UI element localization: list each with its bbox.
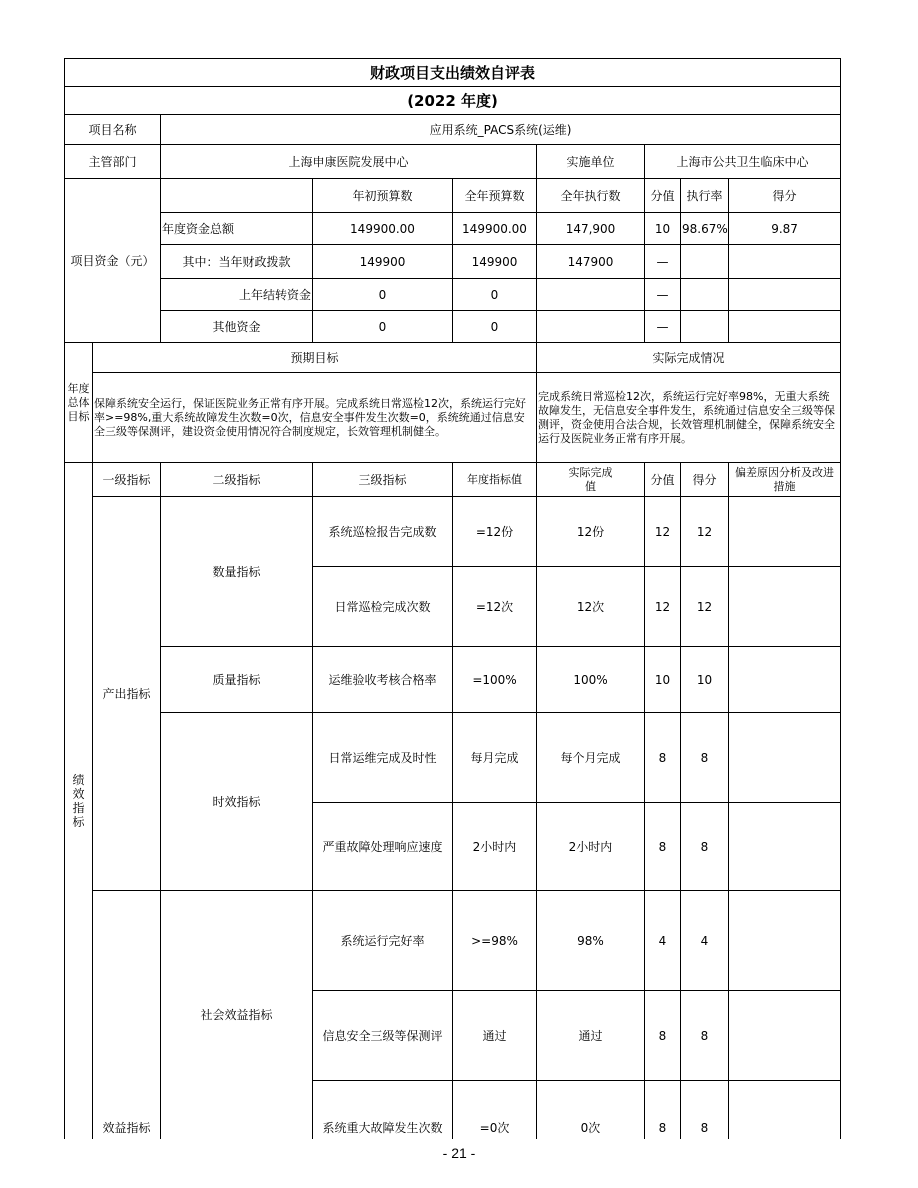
level2-social: 社会效益指标: [161, 891, 313, 1139]
project-name-label: 项目名称: [65, 115, 161, 145]
funds-cell: 10: [645, 213, 681, 245]
performance-table: [64, 58, 841, 1139]
indicator-header: 得分: [681, 463, 729, 497]
indicator-score: 8: [681, 1081, 729, 1139]
indicator-target: >=98%: [453, 891, 537, 991]
funds-cell: 147,900: [537, 213, 645, 245]
indicator-value: 8: [645, 1081, 681, 1139]
indicator-note: [729, 713, 841, 803]
level1-output: 产出指标: [93, 497, 161, 891]
table-title: 财政项目支出绩效自评表: [65, 59, 841, 87]
funds-cell: 0: [313, 279, 453, 311]
indicator-actual: 12份: [537, 497, 645, 567]
indicator-note: [729, 1081, 841, 1139]
indicator-note: [729, 497, 841, 567]
dept-label: 主管部门: [65, 145, 161, 179]
dept-value: 上海申康医院发展中心: [161, 145, 537, 179]
goals-label: 年度总体目标: [65, 343, 93, 463]
indicator-score: 8: [681, 991, 729, 1081]
indicator-name: 系统运行完好率: [313, 891, 453, 991]
funds-cell: 149900: [313, 245, 453, 279]
indicator-actual: 12次: [537, 567, 645, 647]
indicator-target: =12份: [453, 497, 537, 567]
funds-cell: 149900.00: [453, 213, 537, 245]
indicator-target: =12次: [453, 567, 537, 647]
indicator-name: 系统重大故障发生次数: [313, 1081, 453, 1139]
indicator-name: 严重故障处理响应速度: [313, 803, 453, 891]
indicator-header: 偏差原因分析及改进措施: [729, 463, 841, 497]
funds-row-name: 其中：当年财政拨款: [161, 245, 313, 279]
funds-row-name: 上年结转资金: [161, 279, 313, 311]
funds-cell: [729, 245, 841, 279]
funds-cell: [537, 279, 645, 311]
indicator-note: [729, 567, 841, 647]
funds-cell: [537, 311, 645, 343]
funds-cell: [681, 311, 729, 343]
indicator-value: 12: [645, 497, 681, 567]
indicator-name: 运维验收考核合格率: [313, 647, 453, 713]
indicator-actual: 100%: [537, 647, 645, 713]
indicator-header: 一级指标: [93, 463, 161, 497]
indicator-name: 系统巡检报告完成数: [313, 497, 453, 567]
table-year: (2022 年度): [65, 87, 841, 115]
funds-header-blank: [161, 179, 313, 213]
indicator-name: 日常巡检完成次数: [313, 567, 453, 647]
funds-cell: 98.67%: [681, 213, 729, 245]
funds-header: 得分: [729, 179, 841, 213]
indicator-actual: 98%: [537, 891, 645, 991]
funds-header: 全年执行数: [537, 179, 645, 213]
funds-cell: —: [645, 311, 681, 343]
indicator-target: 2小时内: [453, 803, 537, 891]
level2-timeliness: 时效指标: [161, 713, 313, 891]
funds-label: 项目资金（元）: [65, 179, 161, 343]
funds-cell: 149900.00: [313, 213, 453, 245]
funds-header: 执行率: [681, 179, 729, 213]
indicator-target: 每月完成: [453, 713, 537, 803]
indicator-score: 10: [681, 647, 729, 713]
funds-cell: —: [645, 245, 681, 279]
indicator-value: 4: [645, 891, 681, 991]
indicator-note: [729, 647, 841, 713]
funds-cell: [681, 245, 729, 279]
level1-benefit: 效益指标: [93, 891, 161, 1139]
indicator-value: 8: [645, 713, 681, 803]
level2-quality: 质量指标: [161, 647, 313, 713]
funds-cell: [681, 279, 729, 311]
goals-expected-text: 保障系统安全运行，保证医院业务正常有序开展。完成系统日常巡检12次，系统运行完好率>=98%,重大系统故障发生次数=0次，信息安全事件发生次数=0，系统统通过信息安全三级等保测评，建设资金使用情况符合制度规定，长效管理机制健全。: [93, 373, 537, 463]
goals-expected-label: 预期目标: [93, 343, 537, 373]
indicator-value: 8: [645, 991, 681, 1081]
indicator-target: =100%: [453, 647, 537, 713]
indicator-actual: 0次: [537, 1081, 645, 1139]
impl-unit-value: 上海市公共卫生临床中心: [645, 145, 841, 179]
indicator-name: 日常运维完成及时性: [313, 713, 453, 803]
funds-header: 分值: [645, 179, 681, 213]
indicator-score: 4: [681, 891, 729, 991]
indicator-target: =0次: [453, 1081, 537, 1139]
funds-cell: 149900: [453, 245, 537, 279]
goals-actual-label: 实际完成情况: [537, 343, 841, 373]
funds-row-name: 年度资金总额: [161, 213, 313, 245]
indicator-header: 分值: [645, 463, 681, 497]
indicator-header: 二级指标: [161, 463, 313, 497]
funds-cell: 9.87: [729, 213, 841, 245]
level2-quantity: 数量指标: [161, 497, 313, 647]
indicator-header: 年度指标值: [453, 463, 537, 497]
funds-cell: 0: [453, 279, 537, 311]
funds-row-name: 其他资金: [161, 311, 313, 343]
indicator-value: 10: [645, 647, 681, 713]
indicator-score: 12: [681, 567, 729, 647]
funds-cell: 0: [313, 311, 453, 343]
funds-cell: [729, 279, 841, 311]
impl-unit-label: 实施单位: [537, 145, 645, 179]
funds-cell: 0: [453, 311, 537, 343]
funds-header: 全年预算数: [453, 179, 537, 213]
indicator-actual: 每个月完成: [537, 713, 645, 803]
indicator-value: 12: [645, 567, 681, 647]
indicator-target: 通过: [453, 991, 537, 1081]
indicators-label: 绩效指标: [65, 463, 93, 1139]
indicator-note: [729, 991, 841, 1081]
indicator-header: 实际完成值: [537, 463, 645, 497]
indicator-score: 8: [681, 803, 729, 891]
indicator-score: 12: [681, 497, 729, 567]
funds-cell: —: [645, 279, 681, 311]
project-name: 应用系统_PACS系统(运维): [161, 115, 841, 145]
funds-cell: [729, 311, 841, 343]
page-number: - 21 -: [442, 1145, 476, 1161]
indicator-note: [729, 891, 841, 991]
indicator-actual: 通过: [537, 991, 645, 1081]
indicator-header: 三级指标: [313, 463, 453, 497]
goals-actual-text: 完成系统日常巡检12次，系统运行完好率98%，无重大系统故障发生，无信息安全事件发生，系统通过信息安全三级等保测评，资金使用合法合规，长效管理机制健全，保障系统安全运行及医院业务正常有序开展。: [537, 373, 841, 463]
funds-cell: 147900: [537, 245, 645, 279]
indicator-value: 8: [645, 803, 681, 891]
indicator-score: 8: [681, 713, 729, 803]
funds-header: 年初预算数: [313, 179, 453, 213]
indicator-note: [729, 803, 841, 891]
indicator-actual: 2小时内: [537, 803, 645, 891]
indicator-name: 信息安全三级等保测评: [313, 991, 453, 1081]
